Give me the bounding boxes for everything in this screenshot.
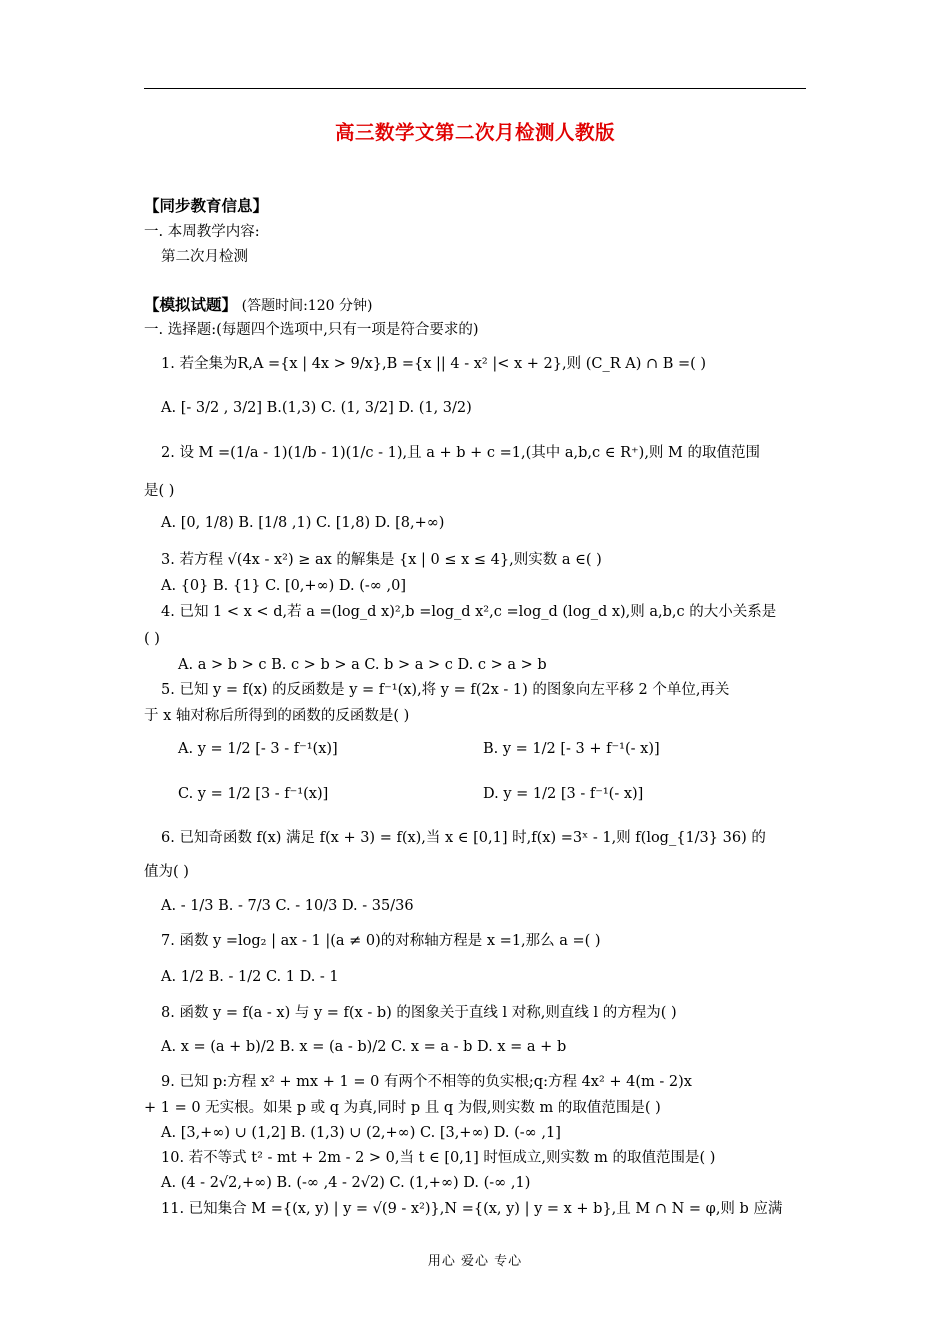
question-1-options: A. [- 3/2 , 3/2] B.(1,3) C. (1, 3/2] D. (1, 3/2) (161, 400, 472, 416)
question-7: 7. 函数 y =log₂ | ax - 1 |(a ≠ 0)的对称轴方程是 x =1,那么 a =( ) (161, 933, 601, 949)
question-6-continued: 值为( ) (144, 864, 189, 880)
question-3: 3. 若方程 √(4x - x²) ≥ ax 的解集是 {x | 0 ≤ x ≤ 4},则实数 a ∈( ) (161, 552, 602, 568)
question-4: 4. 已知 1 < x < d,若 a =(log_d x)²,b =log_d x²,c =log_d (log_d x),则 a,b,c 的大小关系是 (161, 604, 777, 620)
section-heading-sync-info: 【同步教育信息】 (144, 197, 269, 215)
question-10: 10. 若不等式 t² - mt + 2m - 2 > 0,当 t ∈ [0,1] 时恒成立,则实数 m 的取值范围是( ) (161, 1150, 716, 1166)
question-5-option-c: C. y = 1/2 [3 - f⁻¹(x)] (178, 786, 329, 802)
question-8: 8. 函数 y = f(a - x) 与 y = f(x - b) 的图象关于直线 l 对称,则直线 l 的方程为( ) (161, 1005, 677, 1021)
question-2-options: A. [0, 1/8) B. [1/8 ,1) C. [1,8) D. [8,+∞) (161, 515, 445, 531)
question-5-option-a: A. y = 1/2 [- 3 - f⁻¹(x)] (178, 741, 338, 757)
question-1: 1. 若全集为R,A ={x | 4x > 9/x},B ={x || 4 - x² |< x + 2},则 (C_R A) ∩ B =( ) (161, 356, 707, 372)
week-content-text: 第二次月检测 (161, 249, 248, 265)
question-11: 11. 已知集合 M ={(x, y) | y = √(9 - x²)},N ={(x, y) | y = x + b},且 M ∩ N = φ,则 b 应满 (161, 1201, 783, 1217)
answer-time-note: (答题时间:120 分钟) (241, 298, 373, 314)
section-heading-mock-test (144, 295, 372, 316)
question-5: 5. 已知 y = f(x) 的反函数是 y = f⁻¹(x),将 y = f(2x - 1) 的图象向左平移 2 个单位,再关 (161, 682, 730, 698)
header-rule (144, 88, 806, 89)
question-5-option-b: B. y = 1/2 [- 3 + f⁻¹(- x)] (483, 741, 660, 757)
question-4-options: A. a > b > c B. c > b > a C. b > a > c D. c > a > b (178, 657, 547, 673)
question-6-options: A. - 1/3 B. - 7/3 C. - 10/3 D. - 35/36 (161, 898, 414, 914)
page-footer: 用心 爱心 专心 (427, 1254, 523, 1269)
question-5-continued: 于 x 轴对称后所得到的函数的反函数是( ) (144, 708, 410, 724)
document-title: 高三数学文第二次月检测人教版 (334, 121, 615, 144)
question-2-continued: 是( ) (144, 483, 175, 499)
question-7-options: A. 1/2 B. - 1/2 C. 1 D. - 1 (161, 969, 339, 985)
part-one-label: 一. 选择题:(每题四个选项中,只有一项是符合要求的) (144, 322, 479, 338)
mock-test-heading: 【模拟试题】 (144, 296, 238, 314)
week-content-label: 一. 本周教学内容: (144, 224, 260, 240)
question-2: 2. 设 M =(1/a - 1)(1/b - 1)(1/c - 1),且 a + b + c =1,(其中 a,b,c ∈ R⁺),则 M 的取值范围 (161, 445, 760, 461)
question-8-options: A. x = (a + b)/2 B. x = (a - b)/2 C. x = a - b D. x = a + b (161, 1039, 567, 1055)
question-10-options: A. (4 - 2√2,+∞) B. (-∞ ,4 - 2√2) C. (1,+∞) D. (-∞ ,1) (161, 1175, 531, 1191)
question-6: 6. 已知奇函数 f(x) 满足 f(x + 3) = f(x),当 x ∈ [0,1] 时,f(x) =3ˣ - 1,则 f(log_{1/3} 36) 的 (161, 830, 766, 846)
question-4-continued: ( ) (144, 631, 160, 647)
question-3-options: A. {0} B. {1} C. [0,+∞) D. (-∞ ,0] (161, 578, 406, 594)
question-9: 9. 已知 p:方程 x² + mx + 1 = 0 有两个不相等的负实根;q:方程 4x² + 4(m - 2)x (161, 1074, 692, 1090)
question-9-options: A. [3,+∞) ∪ (1,2] B. (1,3) ∪ (2,+∞) C. [3,+∞) D. (-∞ ,1] (161, 1125, 561, 1141)
question-9-continued: + 1 = 0 无实根。如果 p 或 q 为真,同时 p 且 q 为假,则实数 m 的取值范围是( ) (144, 1100, 661, 1116)
question-5-option-d: D. y = 1/2 [3 - f⁻¹(- x)] (483, 786, 644, 802)
